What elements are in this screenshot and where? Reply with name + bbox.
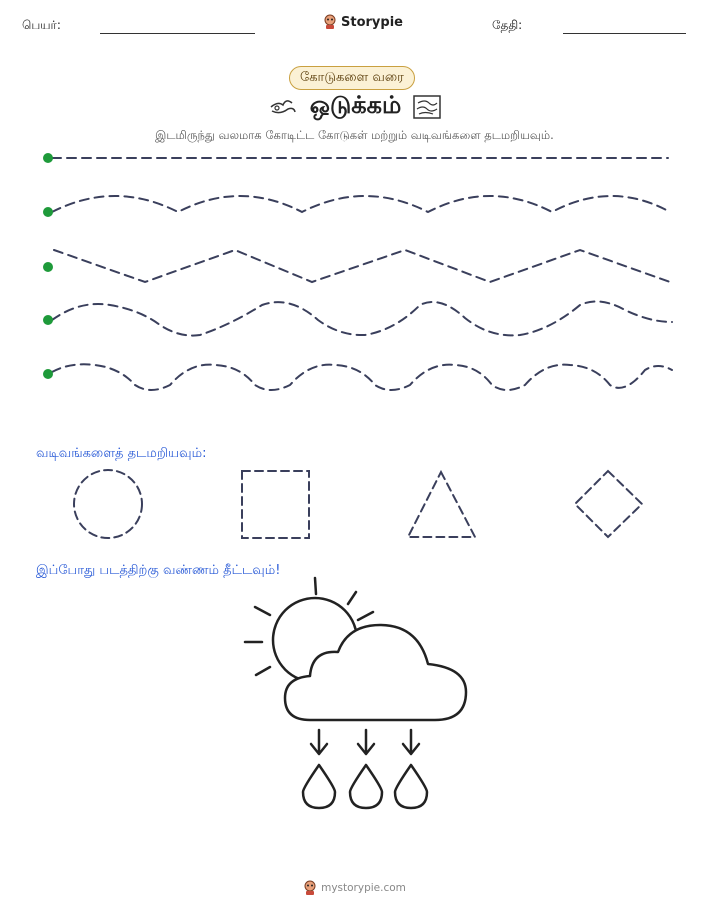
tracing-lines [0,0,709,420]
sun-ray [255,607,270,615]
shapes-heading: வடிவங்களைத் தடமறியவும்: [36,446,207,461]
circle-shape[interactable] [74,470,142,538]
rain-arrow [358,730,374,754]
brand-name: Storypie [341,14,403,30]
title-text: ஒடுக்கம் [309,91,402,119]
raindrop [350,765,382,808]
tracing-shapes [0,460,709,550]
name-label: பெயர்: [22,18,61,32]
trace-line-zigzag[interactable] [54,250,670,282]
start-dot [43,369,53,379]
square-shape[interactable] [242,471,309,538]
footer [0,880,709,896]
coloring-heading: இப்போது படத்திற்கு வண்ணம் தீட்டவும்! [36,563,281,578]
trace-line-deep-wave[interactable] [52,364,672,390]
sun-cloud-rain-picture[interactable] [230,570,480,820]
date-label: தேதி: [492,18,523,32]
start-dot [43,153,53,163]
sun-ray [256,667,270,675]
diamond-shape[interactable] [575,471,642,537]
rain-arrow [403,730,419,754]
rain-arrow [311,730,327,754]
storypie-mascot-icon [303,880,317,896]
raindrop [303,765,335,808]
trace-line-gentle-wave[interactable] [52,196,670,212]
instruction-text: இடமிருந்து வலமாக கோடிட்ட கோடுகள் மற்றும் வடிவங்களை தடமறியவும். [155,128,554,142]
category-badge: கோடுகளை வரை [289,66,415,90]
start-dot [43,207,53,217]
raindrop [395,765,427,808]
triangle-shape[interactable] [408,472,475,537]
sun-ray [315,578,316,594]
sun-ray [358,612,373,620]
sun-ray [348,592,356,604]
start-dot [43,315,53,325]
start-dot [43,262,53,272]
footer-site[interactable]: mystorypie.com [321,882,406,894]
trace-line-wave[interactable] [52,301,672,335]
